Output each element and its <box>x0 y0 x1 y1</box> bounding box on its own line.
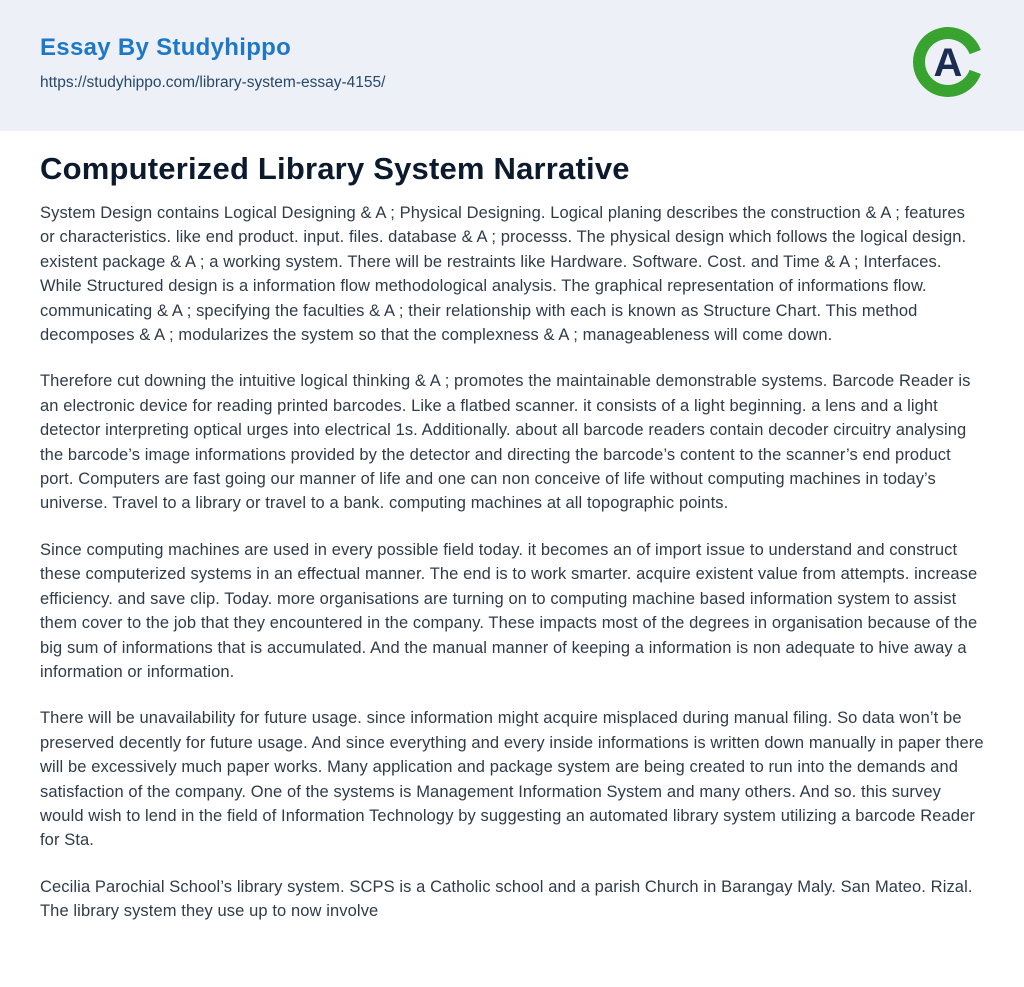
essay-paragraph: Since computing machines are used in every possible field today. it becomes an of import issue to understand and construct these computerized systems in an effectual manner. The end is to work smarter. acquire existent value from attempts. increase efficiency. and save clip. Today. more organisations are turning on to computing machine based information system to assist them cover to the job that they encountered in the company. These impacts most of the degrees in organisation because of the big sum of informations that is accumulated. And the manual manner of keeping a information is non adequate to hive away a information or information. <box>40 540 978 681</box>
studyhippo-logo <box>912 26 984 98</box>
svg-text:A: A <box>933 41 963 85</box>
essay-paragraph: There will be unavailability for future usage. since information might acquire misplaced during manual filing. So data won’t be preserved decently for future usage. And since everything and every inside informations is written down manually in paper there will be excessively much paper works. Many application and package system are being created to run into the demands and satisfaction of the company. One of the systems is Management Information System and many others. And so. this survey would wish to lend in the field of Information Technology by suggesting an automated library system utilizing a barcode Reader for Sta. <box>40 709 984 850</box>
essay-paragraph: Cecilia Parochial School’s library system. SCPS is a Catholic school and a parish Church in Barangay Maly. San Mateo. Rizal. The library system they use up to now involve <box>40 877 973 921</box>
logo-a-icon <box>912 26 984 98</box>
site-title: Essay By Studyhippo <box>40 34 292 61</box>
header-text-block <box>40 34 385 92</box>
page-header <box>0 0 1024 131</box>
essay-paragraph: System Design contains Logical Designing & A ; Physical Designing. Logical planing describes the construction & A ; features or characteristics. like end product. input. files. database & A ; processs. The physical design which follows the logical design. existent package & A ; a working system. There will be restraints like Hardware. Software. Cost. and Time & A ; Interfaces. While Structured design is a information flow methodological analysis. The graphical representation of informations flow. communicating & A ; specifying the faculties & A ; their relationship with each is known as Structure Chart. This method decomposes & A ; modularizes the system so that the complexness & A ; manageableness will come down. <box>40 204 967 345</box>
essay-title: Computerized Library System Narrative <box>40 151 630 186</box>
essay-url-link[interactable]: https://studyhippo.com/library-system-essay-4155/ <box>40 74 386 91</box>
essay-article <box>0 131 1024 924</box>
essay-paragraph: Therefore cut downing the intuitive logical thinking & A ; promotes the maintainable demonstrable systems. Barcode Reader is an electronic device for reading printed barcodes. Like a flatbed scanner. it consists of a light beginning. a lens and a light detector interpreting optical urges into electrical 1s. Additionally. about all barcode readers contain decoder circuitry analysing the barcode’s image informations provided by the detector and directing the barcode’s content to the scanner’s end product port. Computers are fast going our manner of life and one can non conceive of life without computing machines in today’s universe. Travel to a library or travel to a bank. computing machines at all topographic points. <box>40 372 971 513</box>
